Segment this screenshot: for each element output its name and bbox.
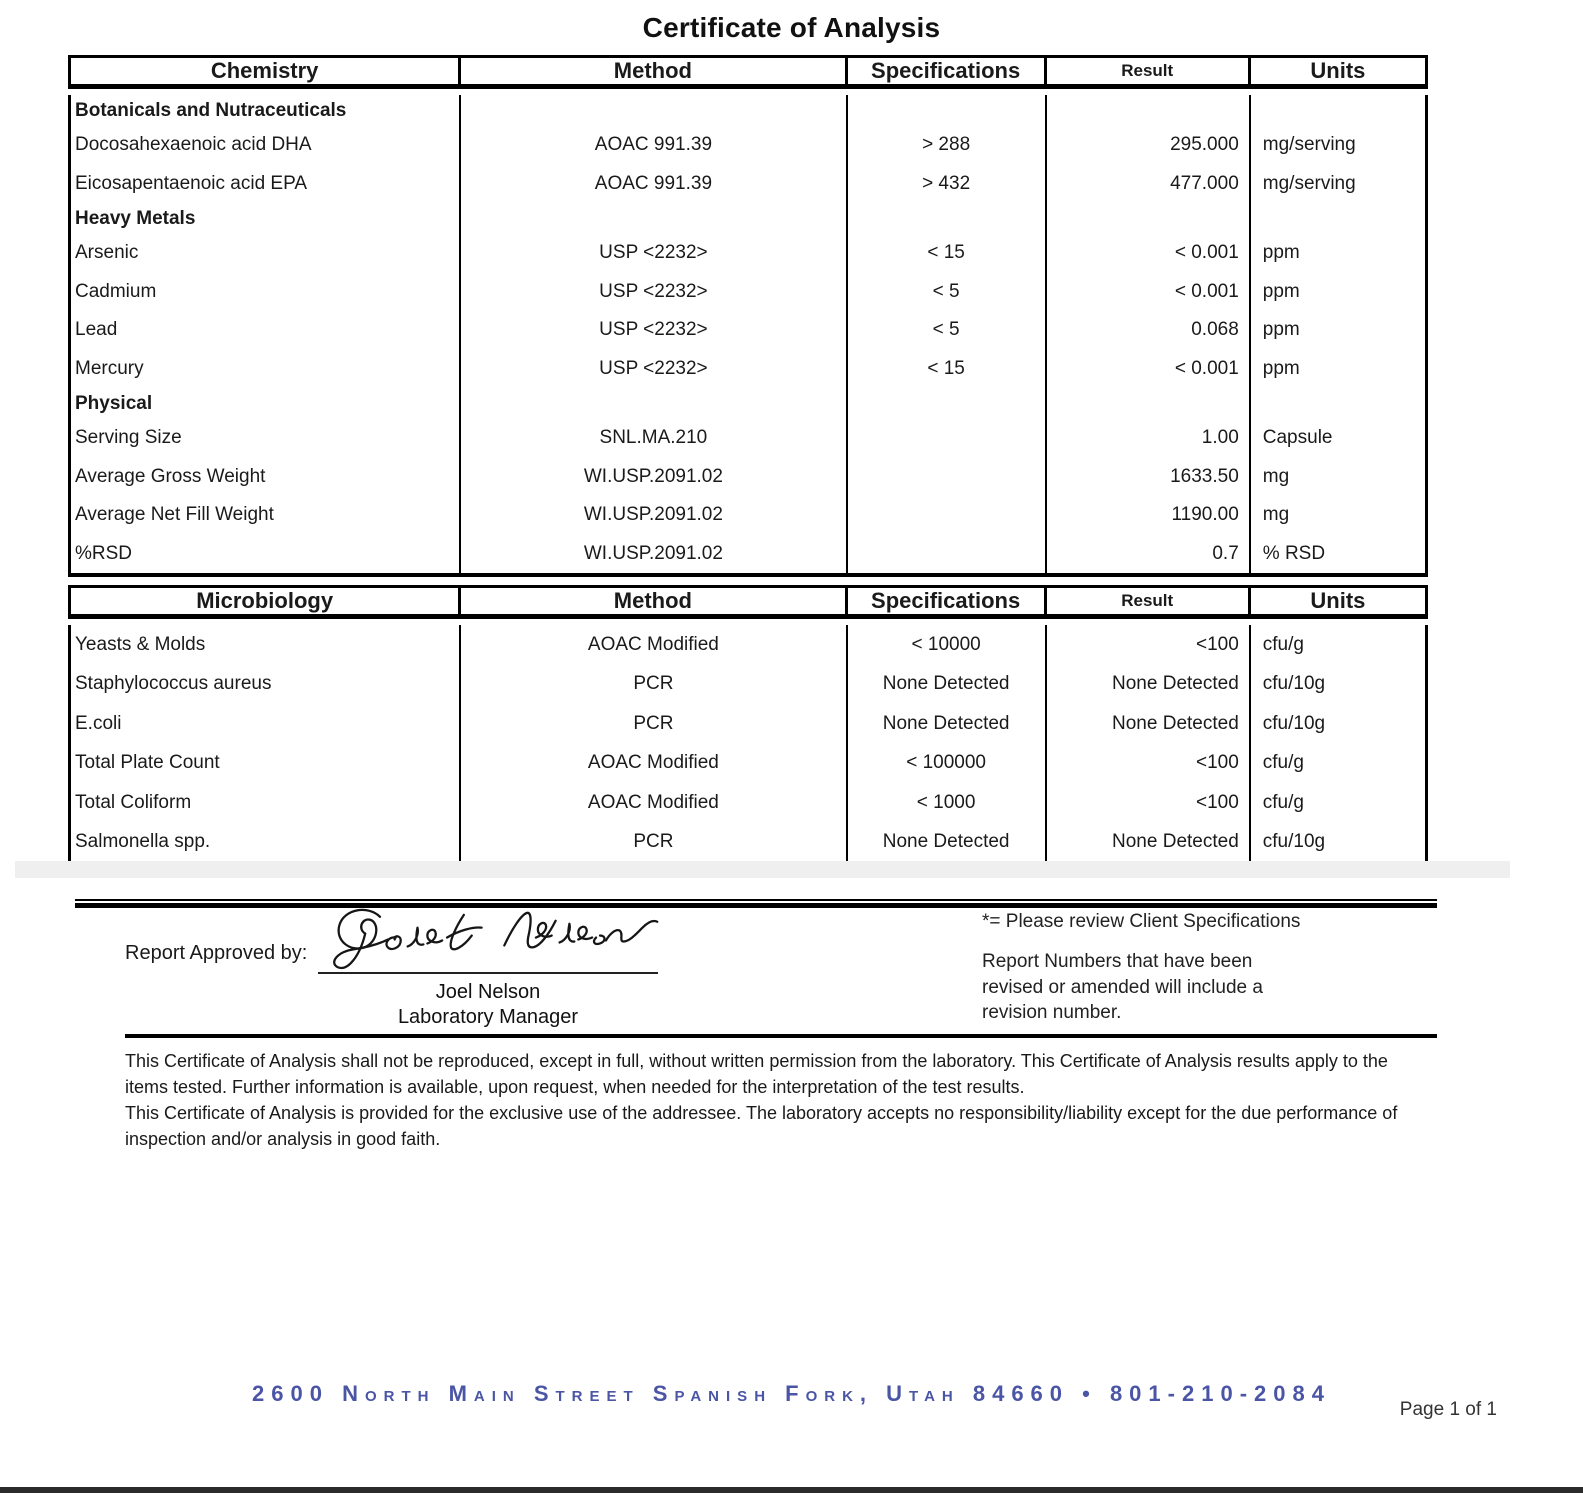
cell-units: mg: [1262, 465, 1290, 487]
table-row: [71, 704, 1425, 744]
cell-specification: < 1000: [848, 783, 1047, 823]
cell-analyte: Botanicals and Nutraceuticals: [71, 95, 461, 126]
cell-analyte: E.coli: [71, 704, 461, 744]
bottom-bar: [0, 1487, 1583, 1493]
cell-analyte: Mercury: [71, 350, 461, 389]
table-row: [71, 126, 1425, 165]
cell-result: 0.7: [1047, 535, 1251, 574]
cell-result: 477.000: [1047, 165, 1251, 204]
cell-units: cfu/g: [1262, 752, 1304, 774]
col-header-method: Method: [461, 58, 847, 84]
disclaimer-paragraph-2: This Certificate of Analysis is provided for the exclusive use of the addressee. The laboratory accepts no responsibility/liability except for the due performance of inspection and/or analysis in good faith.: [125, 1103, 1398, 1149]
cell-specification: < 100000: [848, 744, 1047, 784]
scan-gray-band: [15, 861, 1510, 878]
cell-result: 1633.50: [1047, 458, 1251, 497]
disclaimer-paragraph-1: This Certificate of Analysis shall not be reproduced, except in full, without written permission from the laboratory. This Certificate of Analysis results apply to the items tested. Further information is available, upon request, when needed for the interpretation of the test results.: [125, 1051, 1388, 1097]
cell-method: SNL.MA.210: [461, 419, 847, 458]
table-row: [71, 350, 1425, 389]
cell-units: ppm: [1262, 357, 1300, 379]
signature-line: [318, 972, 658, 974]
table-row: [71, 273, 1425, 312]
cell-units: cfu/10g: [1262, 831, 1326, 853]
cell-result: < 0.001: [1047, 273, 1251, 312]
table-row: [71, 95, 1425, 126]
cell-analyte: Eicosapentaenoic acid EPA: [71, 165, 461, 204]
cell-result: 1190.00: [1047, 496, 1251, 535]
cell-analyte: Yeasts & Molds: [71, 625, 461, 665]
cell-units: cfu/10g: [1262, 712, 1326, 734]
cell-method: [461, 203, 847, 234]
cell-analyte: Physical: [71, 388, 461, 419]
cell-analyte: Staphylococcus aureus: [71, 665, 461, 705]
col-header-units: Units: [1310, 58, 1366, 83]
cell-units: ppm: [1262, 319, 1300, 341]
report-approved-by-label: Report Approved by:: [125, 942, 308, 964]
cell-method: AOAC Modified: [461, 744, 847, 784]
cell-method: WI.USP.2091.02: [461, 458, 847, 497]
cell-analyte: Lead: [71, 311, 461, 350]
table-row: [71, 165, 1425, 204]
cell-result: 295.000: [1047, 126, 1251, 165]
chemistry-table: [68, 55, 1428, 577]
cell-units: [1251, 203, 1425, 234]
table-row: [71, 665, 1425, 705]
cell-specification: < 15: [848, 234, 1047, 273]
col-header-microbiology: Microbiology: [71, 588, 461, 614]
cell-units: ppm: [1262, 242, 1300, 264]
cell-result: None Detected: [1047, 704, 1251, 744]
cell-units: cfu/g: [1262, 633, 1304, 655]
cell-result: <100: [1047, 744, 1251, 784]
microbiology-table: [68, 585, 1428, 866]
cell-analyte: Salmonella spp.: [71, 823, 461, 863]
cell-analyte: Serving Size: [71, 419, 461, 458]
cell-specification: > 288: [848, 126, 1047, 165]
cell-specification: [848, 95, 1047, 126]
cell-result: 1.00: [1047, 419, 1251, 458]
cell-specification: [848, 535, 1047, 574]
cell-units: cfu/10g: [1262, 673, 1326, 695]
cell-result: < 0.001: [1047, 234, 1251, 273]
cell-analyte: Average Net Fill Weight: [71, 496, 461, 535]
signer-name: Joel Nelson: [435, 981, 541, 1003]
cell-method: USP <2232>: [461, 234, 847, 273]
cell-analyte: Total Plate Count: [71, 744, 461, 784]
cell-analyte: Heavy Metals: [71, 203, 461, 234]
col-header-method: Method: [461, 588, 847, 614]
table-row: [71, 311, 1425, 350]
cell-result: [1047, 388, 1251, 419]
cell-method: AOAC 991.39: [461, 165, 847, 204]
cell-method: USP <2232>: [461, 311, 847, 350]
cell-method: AOAC 991.39: [461, 126, 847, 165]
cell-method: WI.USP.2091.02: [461, 496, 847, 535]
table-row: [71, 419, 1425, 458]
cell-analyte: Average Gross Weight: [71, 458, 461, 497]
cell-specification: [848, 496, 1047, 535]
cell-units: mg/serving: [1262, 172, 1356, 194]
col-header-units: Units: [1310, 588, 1366, 613]
table-row: [71, 783, 1425, 823]
signature-image: [318, 903, 663, 977]
page-number: Page 1 of 1: [1399, 1399, 1497, 1420]
cell-result: [1047, 95, 1251, 126]
cell-result: < 0.001: [1047, 350, 1251, 389]
cell-method: WI.USP.2091.02: [461, 535, 847, 574]
cell-specification: [848, 388, 1047, 419]
cell-units: ppm: [1262, 280, 1300, 302]
table-row: [71, 744, 1425, 784]
table-row: [71, 496, 1425, 535]
cell-analyte: Arsenic: [71, 234, 461, 273]
table-row: [71, 458, 1425, 497]
microbiology-table-body: [68, 625, 1428, 866]
cell-method: AOAC Modified: [461, 783, 847, 823]
cell-method: PCR: [461, 823, 847, 863]
cell-units: [1251, 388, 1425, 419]
cell-units: mg/serving: [1262, 134, 1356, 156]
col-header-result: Result: [1047, 588, 1251, 614]
cell-result: None Detected: [1047, 823, 1251, 863]
cell-specification: [848, 203, 1047, 234]
signature-section-top-rule: [75, 899, 1437, 908]
asterisk-note: *= Please review Client Specifications: [982, 911, 1301, 932]
table-row: [71, 203, 1425, 234]
chemistry-table-body: [68, 95, 1428, 577]
cell-method: USP <2232>: [461, 350, 847, 389]
cell-specification: < 15: [848, 350, 1047, 389]
col-header-specifications: Specifications: [848, 588, 1047, 614]
table-row: [71, 388, 1425, 419]
col-header-chemistry: Chemistry: [71, 58, 461, 84]
cell-units: cfu/g: [1262, 791, 1304, 813]
cell-method: PCR: [461, 704, 847, 744]
table-row: [71, 535, 1425, 574]
col-header-result: Result: [1047, 58, 1251, 84]
table-row: [71, 234, 1425, 273]
cell-units: [1251, 95, 1425, 126]
cell-units: % RSD: [1262, 542, 1326, 564]
microbiology-table-header: [68, 585, 1428, 619]
cell-result: [1047, 203, 1251, 234]
chemistry-table-header: [68, 55, 1428, 89]
cell-result: 0.068: [1047, 311, 1251, 350]
cell-method: AOAC Modified: [461, 625, 847, 665]
cell-specification: < 5: [848, 311, 1047, 350]
cell-analyte: Docosahexaenoic acid DHA: [71, 126, 461, 165]
cell-analyte: Cadmium: [71, 273, 461, 312]
cell-units: Capsule: [1262, 427, 1333, 449]
signer-identity: [318, 980, 658, 1030]
cell-specification: < 10000: [848, 625, 1047, 665]
disclaimer-text: [125, 1048, 1425, 1152]
cell-specification: > 432: [848, 165, 1047, 204]
revision-note: Report Numbers that have been revised or amended will include a revision number.: [982, 951, 1263, 1023]
table-row: [71, 625, 1425, 665]
cell-units: mg: [1262, 504, 1290, 526]
cell-result: <100: [1047, 625, 1251, 665]
table-row: [71, 823, 1425, 863]
cell-specification: None Detected: [848, 823, 1047, 863]
cell-specification: [848, 419, 1047, 458]
signer-title: Laboratory Manager: [397, 1006, 579, 1028]
cell-specification: < 5: [848, 273, 1047, 312]
cell-specification: None Detected: [848, 704, 1047, 744]
cell-analyte: %RSD: [71, 535, 461, 574]
cell-method: USP <2232>: [461, 273, 847, 312]
cell-specification: [848, 458, 1047, 497]
cell-result: None Detected: [1047, 665, 1251, 705]
col-header-specifications: Specifications: [848, 58, 1047, 84]
cell-result: <100: [1047, 783, 1251, 823]
cell-method: [461, 95, 847, 126]
cell-method: [461, 388, 847, 419]
cell-method: PCR: [461, 665, 847, 705]
page-title: Certificate of Analysis: [642, 12, 941, 43]
cell-specification: None Detected: [848, 665, 1047, 705]
lab-address: 2600 North Main Street Spanish Fork, Utah 84660 • 801-210-2084: [252, 1381, 1331, 1406]
signature-section-bottom-rule: [125, 1034, 1437, 1038]
cell-analyte: Total Coliform: [71, 783, 461, 823]
